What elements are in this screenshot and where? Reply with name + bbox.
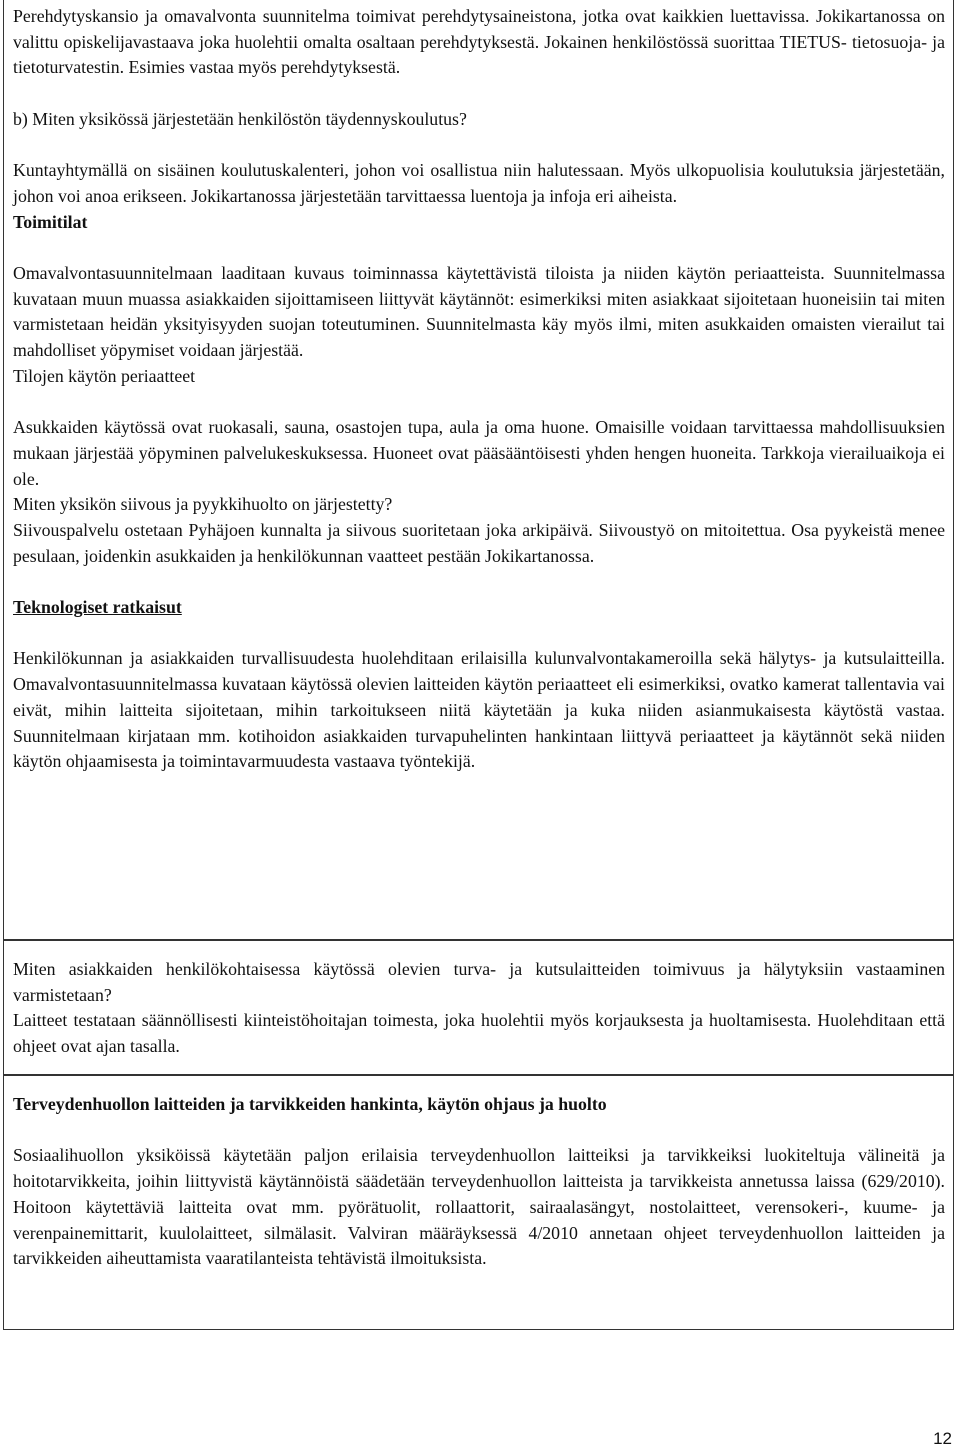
paragraph-alarms: Laitteet testataan säännöllisesti kiinteistöhoitajan toimesta, joka huolehtii myös korjauksesta ja huoltamisesta. Huolehditaan että ohjeet ovat ajan tasalla. — [13, 1010, 945, 1057]
section-box-alarms — [3, 940, 954, 1075]
paragraph-technology: Henkilökunnan ja asiakkaiden turvallisuudesta huolehditaan erilaisilla kulunvalvontakameroilla sekä hälytys- ja kutsulaitteilla. Omavalvontasuunnitelmassa kuvataan käytössä olevien laitteiden käytön periaatteet eli esimerkiksi, ovatko kamerat tallentavia vai eivät, mihin laitteita sijoitetaan, mihin tarkoitukseen niitä käytetään ja kuka niiden asianmukaisesta käytöstä vastaa. Suunnitelmaan kirjataan mm. kotihoidon asiakkaiden turvapuhelinten hankintaan liittyvä periaatteet ja käytännöt sekä niiden käytön ohjaamisesta ja toimintavarmuudesta vastaava työntekijä. — [13, 648, 945, 772]
page-number: 12 — [933, 1429, 952, 1448]
section-box-devices — [3, 1075, 954, 1330]
heading-devices: Terveydenhuollon laitteiden ja tarvikkeiden hankinta, käytön ohjaus ja huolto — [13, 1094, 607, 1114]
paragraph-cleaning: Siivouspalvelu ostetaan Pyhäjoen kunnalta ja siivous suoritetaan joka arkipäivä. Siivoustyö on mitoitettua. Osa pyykeistä menee pesulaan, joidenkin asukkaiden ja henkilökunnan vaatteet pestään Jokikartanossa. — [13, 520, 945, 566]
section-box-premises — [3, 0, 954, 940]
heading-premises-use: Tilojen käytön periaatteet — [13, 365, 196, 386]
paragraph-premises: Omavalvontasuunnitelmaan laaditaan kuvaus toiminnassa käytettävistä tiloista ja niiden käytön periaatteista. Suunnitelmassa kuvataan muun muassa asiakkaiden sijoittamiseen liittyvät käytännöt: esimerkiksi miten asiakkaat sijoitetaan huoneisiin tai miten varmistetaan heidän yksityisyyden suojan toteutuminen. Suunnitelmasta käy myös ilmi, miten asukkaiden omaisten vierailut tai mahdolliset yöpymiset voidaan järjestää. — [13, 262, 945, 361]
paragraph-orientation: Perehdytyskansio ja omavalvonta suunnitelma toimivat perehdytysaineistona, jotka ovat kaikkien luettavissa. Jokikartanossa on valittu opiskelijavastaava joka huolehtii omalta osaltaan perehdytyksestä. Jokainen henkilöstössä suorittaa TIETUS- tietosuoja- ja tietoturvatestin. Esimies vastaa myös perehdytyksestä. — [13, 6, 945, 78]
paragraph-training: Kuntayhtymällä on sisäinen koulutuskalenteri, johon voi osallistua niin halutessaan. Myös ulkopuolisia koulutuksia järjestetään, johon voi anoa erikseen. Jokikartanossa järjestetään tarvittaessa luentoja ja infoja eri aiheista. — [13, 160, 945, 206]
heading-premises: Toimitilat — [13, 211, 88, 232]
paragraph-premises-use: Asukkaiden käytössä ovat ruokasali, sauna, osastojen tupa, aula ja oma huone. Omaisille voidaan tarvittaessa mahdollisuuksien mukaan järjestää yöpyminen palvelukeskuksessa. Huoneet ovat pääsääntöisesti yhden hengen huoneita. Tarkkoja vierailuaikoja ei ole. — [13, 417, 945, 489]
question-alarms: Miten asiakkaiden henkilökohtaisessa käytössä olevien turva- ja kutsulaitteiden toimivuus ja hälytyksiin vastaaminen varmistetaan? — [13, 959, 945, 1005]
heading-technology: Teknologiset ratkaisut — [13, 597, 182, 618]
paragraph-devices: Sosiaalihuollon yksiköissä käytetään paljon erilaisia terveydenhuollon laitteiksi ja tarvikkeiksi luokiteltuja välineitä ja hoitotarvikkeita, joihin liittyvistä käytännöistä säädetään terveydenhuollon laitteista ja tarvikkeista annetussa laissa (629/2010). Hoitoon käytettäviä laitteita ovat mm. pyörätuolit, rollaattorit, sairaalasängyt, nostolaitteet, verensokeri-, kuume- ja verenpainemittarit, kuulolaitteet, silmälasit. Valviran määräyksessä 4/2010 annetaan ohjeet terveydenhuollon laitteiden ja tarvikkeiden aiheuttamista vaaratilanteista tehtävistä ilmoituksista. — [13, 1145, 945, 1269]
question-cleaning: Miten yksikön siivous ja pyykkihuolto on järjestetty? — [13, 494, 393, 515]
question-training: b) Miten yksikössä järjestetään henkilöstön täydennyskoulutus? — [13, 108, 467, 129]
